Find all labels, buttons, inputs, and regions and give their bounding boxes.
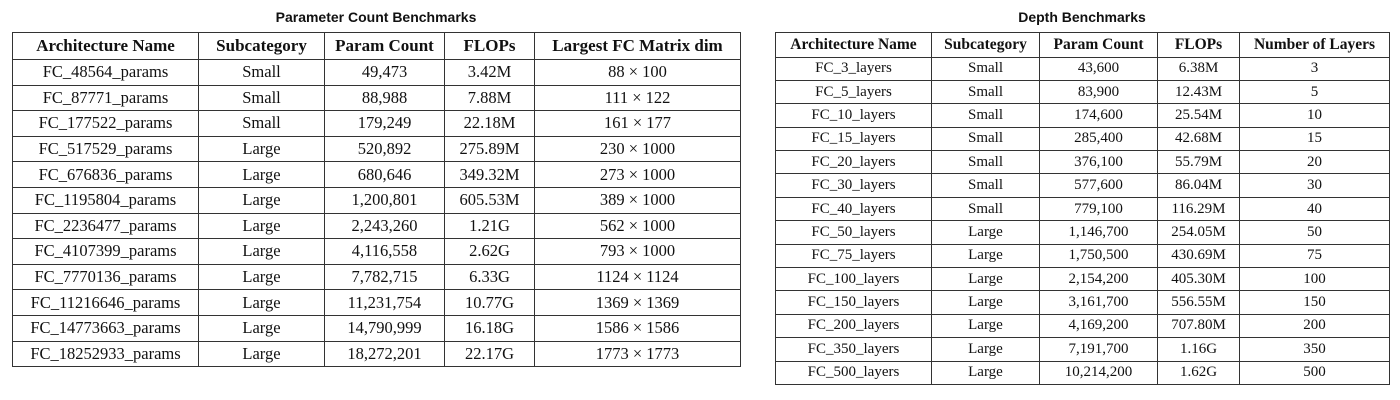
table-row xyxy=(13,239,741,265)
table-cell: 389 × 1000 xyxy=(535,187,741,213)
table-cell: FC_2236477_params xyxy=(13,213,199,239)
table-row xyxy=(13,60,741,86)
table-cell: 1,200,801 xyxy=(325,187,445,213)
table-cell: 10,214,200 xyxy=(1040,361,1158,384)
table-cell: FC_676836_params xyxy=(13,162,199,188)
table-cell: 12.43M xyxy=(1158,80,1240,103)
table-cell: Large xyxy=(199,341,325,367)
table-cell: FC_350_layers xyxy=(776,338,932,361)
table-header-row xyxy=(776,33,1390,58)
table-cell: Large xyxy=(932,244,1040,267)
table-cell: 349.32M xyxy=(445,162,535,188)
table-cell: Large xyxy=(199,264,325,290)
table-cell: Large xyxy=(199,213,325,239)
table-cell: FC_14773663_params xyxy=(13,315,199,341)
table-cell: 16.18G xyxy=(445,315,535,341)
table-cell: Small xyxy=(932,80,1040,103)
table-cell: FC_517529_params xyxy=(13,136,199,162)
table-cell: Large xyxy=(932,314,1040,337)
table-cell: 4,116,558 xyxy=(325,239,445,265)
table-cell: FC_150_layers xyxy=(776,291,932,314)
table-cell: Small xyxy=(932,127,1040,150)
table-cell: FC_15_layers xyxy=(776,127,932,150)
table-cell: FC_500_layers xyxy=(776,361,932,384)
table-cell: 273 × 1000 xyxy=(535,162,741,188)
table-cell: 75 xyxy=(1240,244,1390,267)
table-row xyxy=(776,104,1390,127)
table-cell: 40 xyxy=(1240,197,1390,220)
depth-table-body xyxy=(776,57,1390,384)
table-row xyxy=(13,341,741,367)
table-cell: 7,782,715 xyxy=(325,264,445,290)
table-row xyxy=(13,213,741,239)
parameter-count-panel xyxy=(12,0,740,367)
table-row xyxy=(776,197,1390,220)
table-cell: Small xyxy=(932,104,1040,127)
table-row xyxy=(13,290,741,316)
table-cell: FC_48564_params xyxy=(13,60,199,86)
table-cell: 779,100 xyxy=(1040,197,1158,220)
parameter-count-title: Parameter Count Benchmarks xyxy=(275,9,477,25)
table-cell: 10 xyxy=(1240,104,1390,127)
table-row xyxy=(776,57,1390,80)
table-cell: 275.89M xyxy=(445,136,535,162)
table-row xyxy=(776,80,1390,103)
column-header: Largest FC Matrix dim xyxy=(535,33,741,60)
column-header: Architecture Name xyxy=(776,33,932,58)
table-cell: 254.05M xyxy=(1158,221,1240,244)
table-cell: 5 xyxy=(1240,80,1390,103)
table-cell: 88 × 100 xyxy=(535,60,741,86)
depth-table xyxy=(775,32,1390,385)
table-row xyxy=(776,174,1390,197)
table-cell: 1586 × 1586 xyxy=(535,315,741,341)
table-cell: 1773 × 1773 xyxy=(535,341,741,367)
table-cell: 556.55M xyxy=(1158,291,1240,314)
table-cell: Large xyxy=(199,239,325,265)
table-cell: FC_18252933_params xyxy=(13,341,199,367)
table-cell: 20 xyxy=(1240,151,1390,174)
table-cell: 2,243,260 xyxy=(325,213,445,239)
table-cell: 500 xyxy=(1240,361,1390,384)
table-row xyxy=(776,361,1390,384)
table-cell: FC_87771_params xyxy=(13,85,199,111)
table-cell: 18,272,201 xyxy=(325,341,445,367)
table-cell: 55.79M xyxy=(1158,151,1240,174)
table-cell: 43,600 xyxy=(1040,57,1158,80)
table-cell: Large xyxy=(199,136,325,162)
table-cell: 7,191,700 xyxy=(1040,338,1158,361)
parameter-count-table-body xyxy=(13,60,741,367)
column-header: Subcategory xyxy=(199,33,325,60)
table-cell: 707.80M xyxy=(1158,314,1240,337)
table-row xyxy=(776,151,1390,174)
table-cell: 15 xyxy=(1240,127,1390,150)
table-cell: 111 × 122 xyxy=(535,85,741,111)
table-cell: Large xyxy=(932,338,1040,361)
table-cell: 10.77G xyxy=(445,290,535,316)
table-cell: FC_1195804_params xyxy=(13,187,199,213)
table-cell: 116.29M xyxy=(1158,197,1240,220)
column-header: Architecture Name xyxy=(13,33,199,60)
table-cell: 88,988 xyxy=(325,85,445,111)
table-cell: 100 xyxy=(1240,268,1390,291)
table-cell: 230 × 1000 xyxy=(535,136,741,162)
table-cell: Small xyxy=(199,60,325,86)
table-cell: 179,249 xyxy=(325,111,445,137)
table-cell: 350 xyxy=(1240,338,1390,361)
table-cell: Large xyxy=(199,187,325,213)
depth-title: Depth Benchmarks xyxy=(1018,9,1146,25)
table-cell: 161 × 177 xyxy=(535,111,741,137)
table-cell: 150 xyxy=(1240,291,1390,314)
table-cell: 3 xyxy=(1240,57,1390,80)
table-cell: 376,100 xyxy=(1040,151,1158,174)
table-row xyxy=(776,314,1390,337)
table-cell: 520,892 xyxy=(325,136,445,162)
table-cell: Large xyxy=(199,290,325,316)
table-cell: 174,600 xyxy=(1040,104,1158,127)
table-cell: 14,790,999 xyxy=(325,315,445,341)
table-cell: Small xyxy=(199,111,325,137)
table-cell: Large xyxy=(932,221,1040,244)
table-row xyxy=(13,85,741,111)
table-cell: FC_20_layers xyxy=(776,151,932,174)
table-row xyxy=(13,162,741,188)
table-cell: 793 × 1000 xyxy=(535,239,741,265)
table-cell: 1.21G xyxy=(445,213,535,239)
depth-panel xyxy=(775,0,1389,385)
table-cell: 405.30M xyxy=(1158,268,1240,291)
table-cell: 50 xyxy=(1240,221,1390,244)
table-cell: 3,161,700 xyxy=(1040,291,1158,314)
table-cell: FC_10_layers xyxy=(776,104,932,127)
table-cell: 86.04M xyxy=(1158,174,1240,197)
table-cell: 1,146,700 xyxy=(1040,221,1158,244)
table-cell: FC_177522_params xyxy=(13,111,199,137)
table-cell: FC_50_layers xyxy=(776,221,932,244)
column-header: Param Count xyxy=(1040,33,1158,58)
table-cell: 285,400 xyxy=(1040,127,1158,150)
parameter-count-table xyxy=(12,32,741,367)
table-cell: Small xyxy=(932,197,1040,220)
table-cell: 6.33G xyxy=(445,264,535,290)
table-cell: 3.42M xyxy=(445,60,535,86)
table-cell: 6.38M xyxy=(1158,57,1240,80)
table-cell: 1.16G xyxy=(1158,338,1240,361)
table-cell: 11,231,754 xyxy=(325,290,445,316)
table-cell: Small xyxy=(932,151,1040,174)
table-cell: 562 × 1000 xyxy=(535,213,741,239)
table-cell: 25.54M xyxy=(1158,104,1240,127)
column-header: Param Count xyxy=(325,33,445,60)
table-cell: 680,646 xyxy=(325,162,445,188)
table-cell: 22.17G xyxy=(445,341,535,367)
table-cell: Large xyxy=(199,315,325,341)
table-cell: 1,750,500 xyxy=(1040,244,1158,267)
table-cell: Large xyxy=(932,361,1040,384)
table-cell: FC_11216646_params xyxy=(13,290,199,316)
table-cell: FC_40_layers xyxy=(776,197,932,220)
table-row xyxy=(776,221,1390,244)
table-cell: 1369 × 1369 xyxy=(535,290,741,316)
table-row xyxy=(13,187,741,213)
column-header: FLOPs xyxy=(445,33,535,60)
table-row xyxy=(776,338,1390,361)
table-header-row xyxy=(13,33,741,60)
table-row xyxy=(13,264,741,290)
table-cell: FC_200_layers xyxy=(776,314,932,337)
table-row xyxy=(776,291,1390,314)
column-header: Number of Layers xyxy=(1240,33,1390,58)
table-cell: FC_7770136_params xyxy=(13,264,199,290)
table-cell: FC_5_layers xyxy=(776,80,932,103)
table-cell: 577,600 xyxy=(1040,174,1158,197)
column-header: FLOPs xyxy=(1158,33,1240,58)
table-cell: Large xyxy=(932,291,1040,314)
table-cell: FC_75_layers xyxy=(776,244,932,267)
table-row xyxy=(13,111,741,137)
table-cell: 30 xyxy=(1240,174,1390,197)
table-cell: 22.18M xyxy=(445,111,535,137)
table-row xyxy=(776,268,1390,291)
table-cell: FC_4107399_params xyxy=(13,239,199,265)
table-cell: Large xyxy=(199,162,325,188)
table-row xyxy=(13,315,741,341)
table-cell: 605.53M xyxy=(445,187,535,213)
table-cell: FC_3_layers xyxy=(776,57,932,80)
table-cell: 1124 × 1124 xyxy=(535,264,741,290)
table-cell: 430.69M xyxy=(1158,244,1240,267)
table-cell: 83,900 xyxy=(1040,80,1158,103)
table-cell: 49,473 xyxy=(325,60,445,86)
table-cell: FC_30_layers xyxy=(776,174,932,197)
table-cell: Small xyxy=(932,57,1040,80)
table-cell: 1.62G xyxy=(1158,361,1240,384)
table-row xyxy=(776,244,1390,267)
table-cell: 42.68M xyxy=(1158,127,1240,150)
table-cell: 7.88M xyxy=(445,85,535,111)
table-row xyxy=(776,127,1390,150)
table-cell: 2.62G xyxy=(445,239,535,265)
table-cell: 4,169,200 xyxy=(1040,314,1158,337)
table-cell: Small xyxy=(932,174,1040,197)
table-cell: 200 xyxy=(1240,314,1390,337)
table-cell: Large xyxy=(932,268,1040,291)
table-row xyxy=(13,136,741,162)
table-cell: Small xyxy=(199,85,325,111)
table-cell: FC_100_layers xyxy=(776,268,932,291)
column-header: Subcategory xyxy=(932,33,1040,58)
table-cell: 2,154,200 xyxy=(1040,268,1158,291)
